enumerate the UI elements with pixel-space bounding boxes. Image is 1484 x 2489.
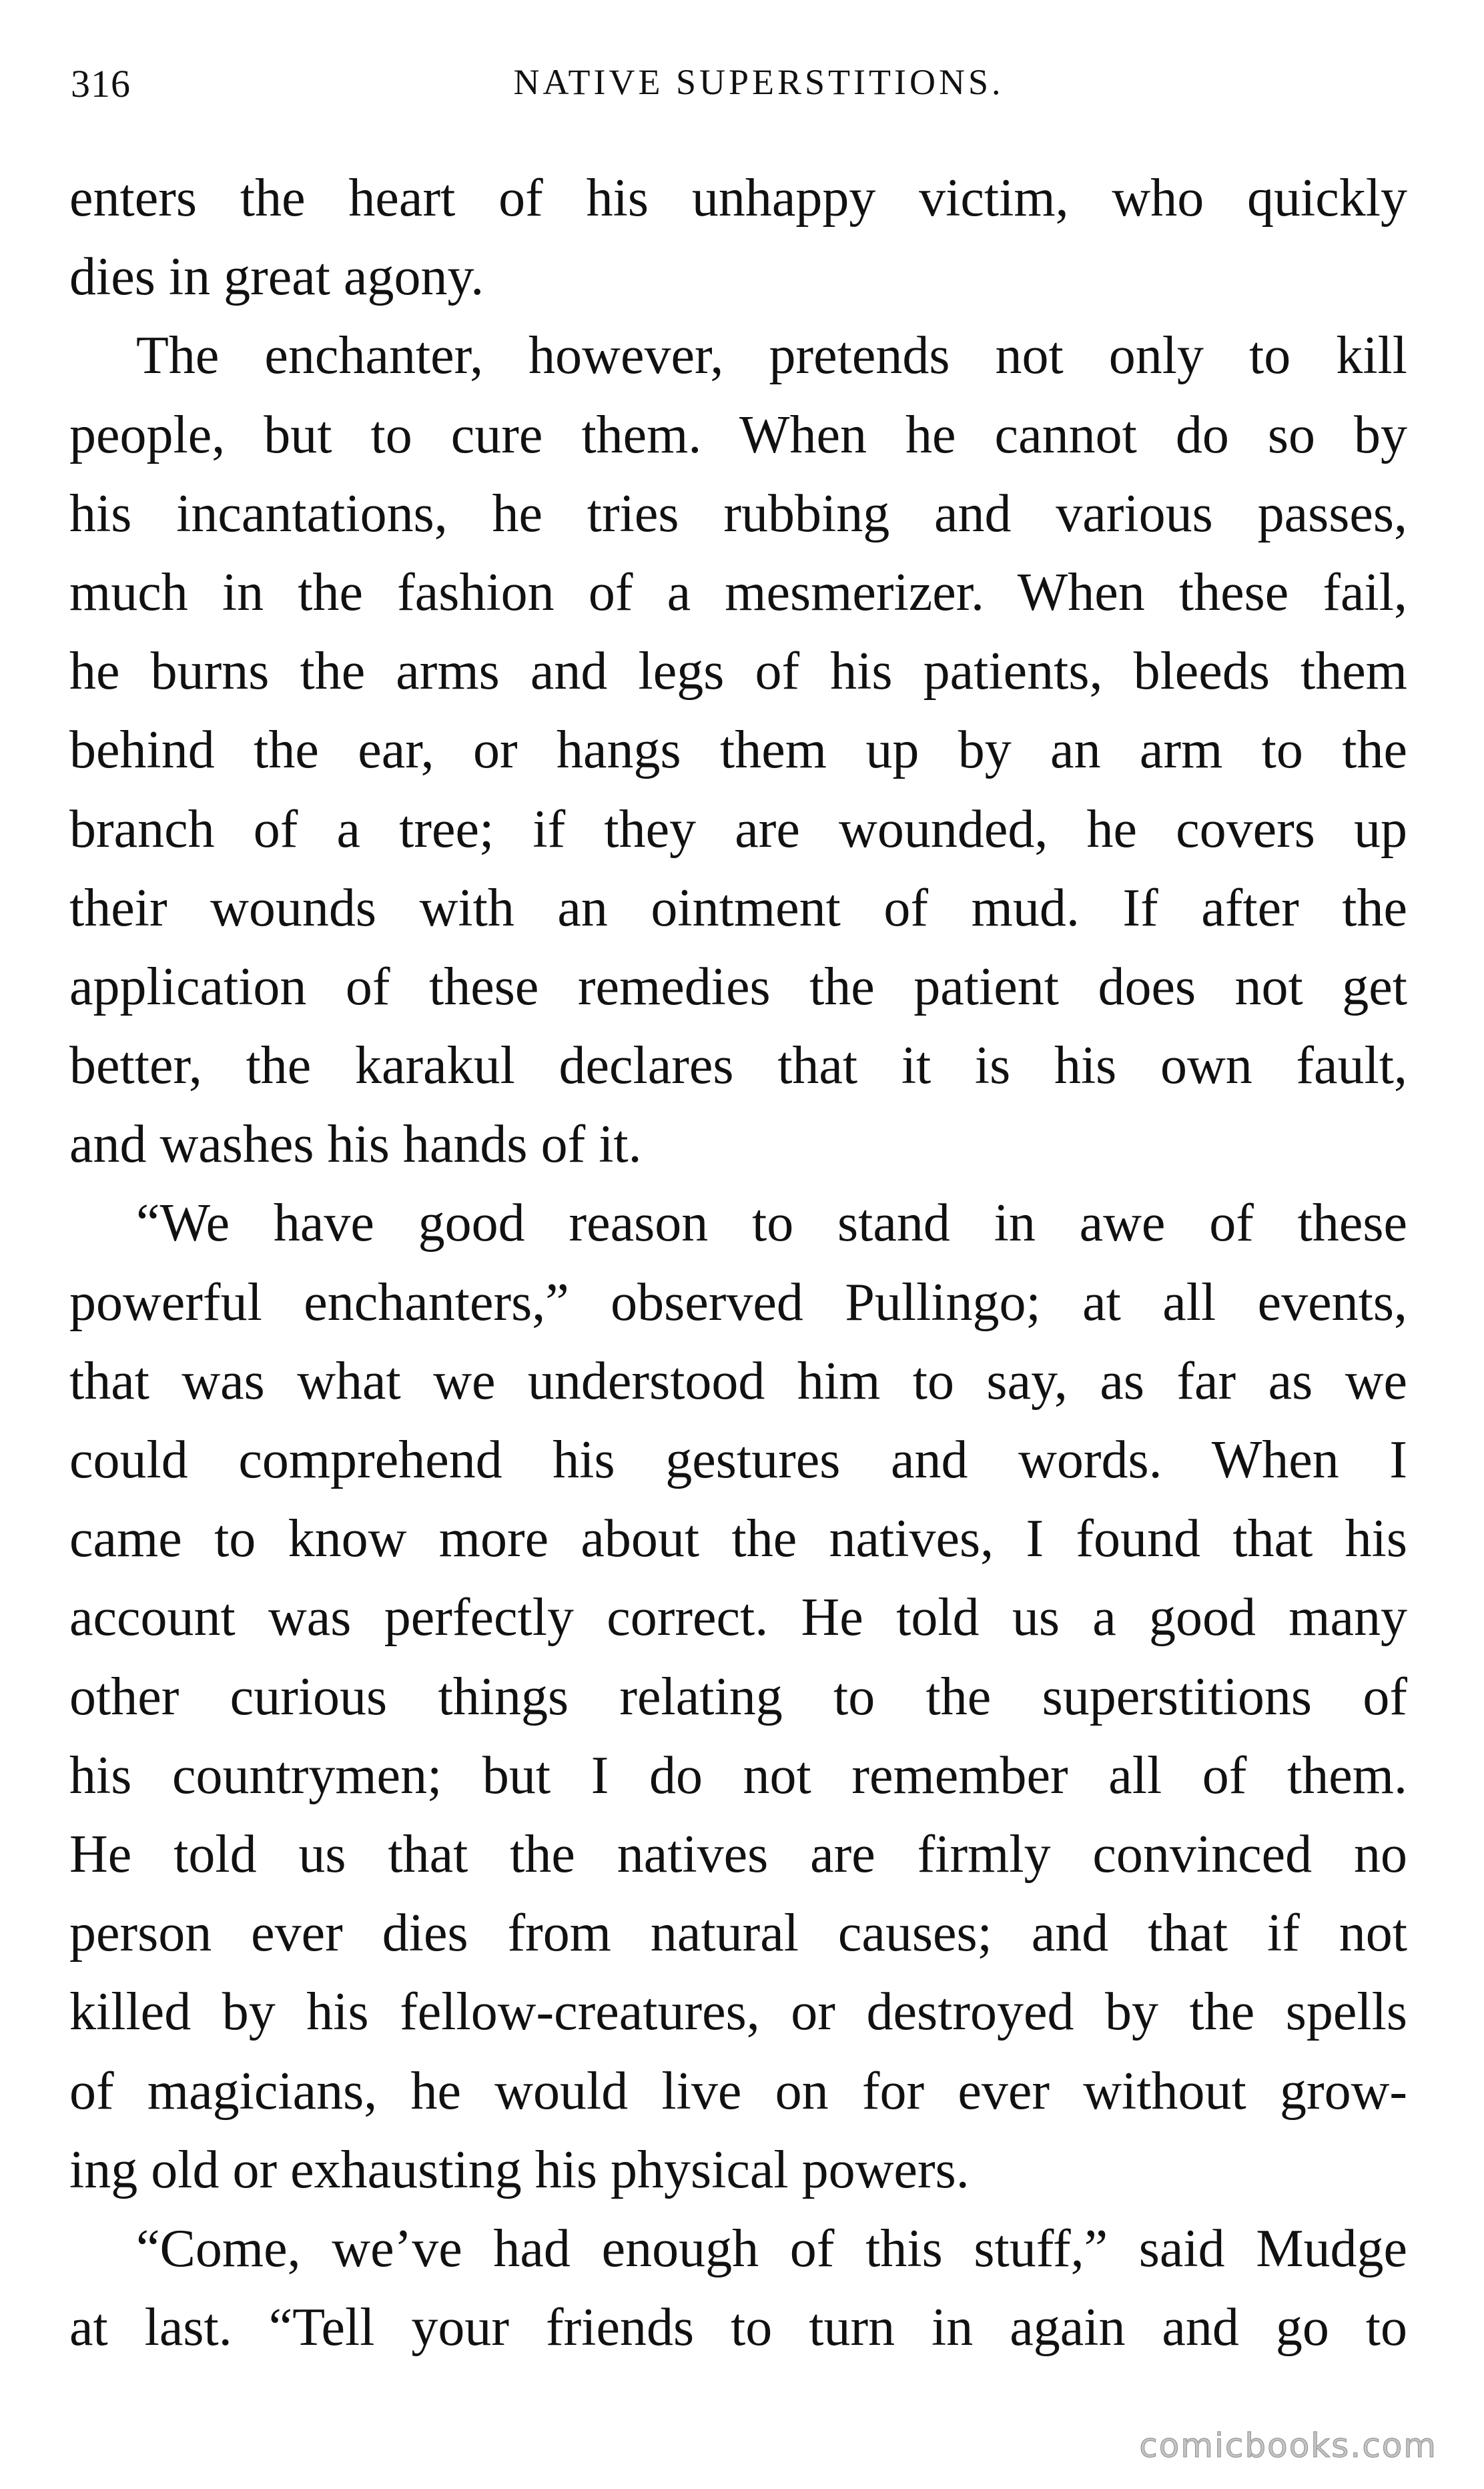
text-line: his incantations, he tries rubbing and various passes, [69, 484, 1407, 543]
text-line: he burns the arms and legs of his patients, bleeds them [69, 642, 1407, 701]
text-line: account was perfectly correct. He told us a good many [69, 1588, 1407, 1648]
text-line: his countrymen; but I do not remember all of them. [69, 1746, 1407, 1805]
text-line: their wounds with an ointment of mud. If after the [69, 878, 1407, 938]
text-line: “We have good reason to stand in awe of these [136, 1194, 1407, 1253]
text-line: enters the heart of his unhappy victim, who quickly [69, 169, 1407, 228]
page-number: 316 [71, 62, 131, 105]
text-line: branch of a tree; if they are wounded, he covers up [69, 799, 1407, 859]
running-title: NATIVE SUPERSTITIONS. [513, 62, 1004, 102]
text-line: ing old or exhausting his physical powers. [69, 2140, 970, 2199]
text-line: better, the karakul declares that it is his own fault, [69, 1036, 1407, 1096]
text-line: came to know more about the natives, I found that his [69, 1509, 1407, 1569]
text-line: and washes his hands of it. [69, 1115, 642, 1174]
watermark: comicbooks.com [1139, 2426, 1437, 2465]
text-line: The enchanter, however, pretends not only to kill [136, 326, 1407, 386]
text-line: person ever dies from natural causes; and that if not [69, 1904, 1407, 1963]
text-line: other curious things relating to the superstitions of [69, 1667, 1407, 1726]
text-line: behind the ear, or hangs them up by an arm to the [69, 721, 1407, 780]
text-line: at last. “Tell your friends to turn in again and go to [69, 2298, 1407, 2358]
text-line: powerful enchanters,” observed Pullingo; at all events, [69, 1273, 1407, 1332]
body-text [69, 159, 1407, 2367]
text-line: killed by his fellow-creatures, or destroyed by the spells [69, 1983, 1407, 2042]
text-line: dies in great agony. [69, 248, 484, 307]
text-line: that was what we understood him to say, as far as we [69, 1351, 1407, 1411]
text-line: of magicians, he would live on for ever without grow- [69, 2061, 1407, 2121]
text-line: He told us that the natives are firmly convinced no [69, 1824, 1407, 1884]
text-line: application of these remedies the patient does not get [69, 957, 1407, 1016]
text-line: much in the fashion of a mesmerizer. When these fail, [69, 563, 1407, 622]
text-line: could comprehend his gestures and words. When I [69, 1431, 1407, 1489]
text-line: people, but to cure them. When he cannot do so by [69, 405, 1407, 464]
text-line: “Come, we’ve had enough of this stuff,” said Mudge [136, 2219, 1407, 2278]
page-header [67, 61, 1411, 115]
